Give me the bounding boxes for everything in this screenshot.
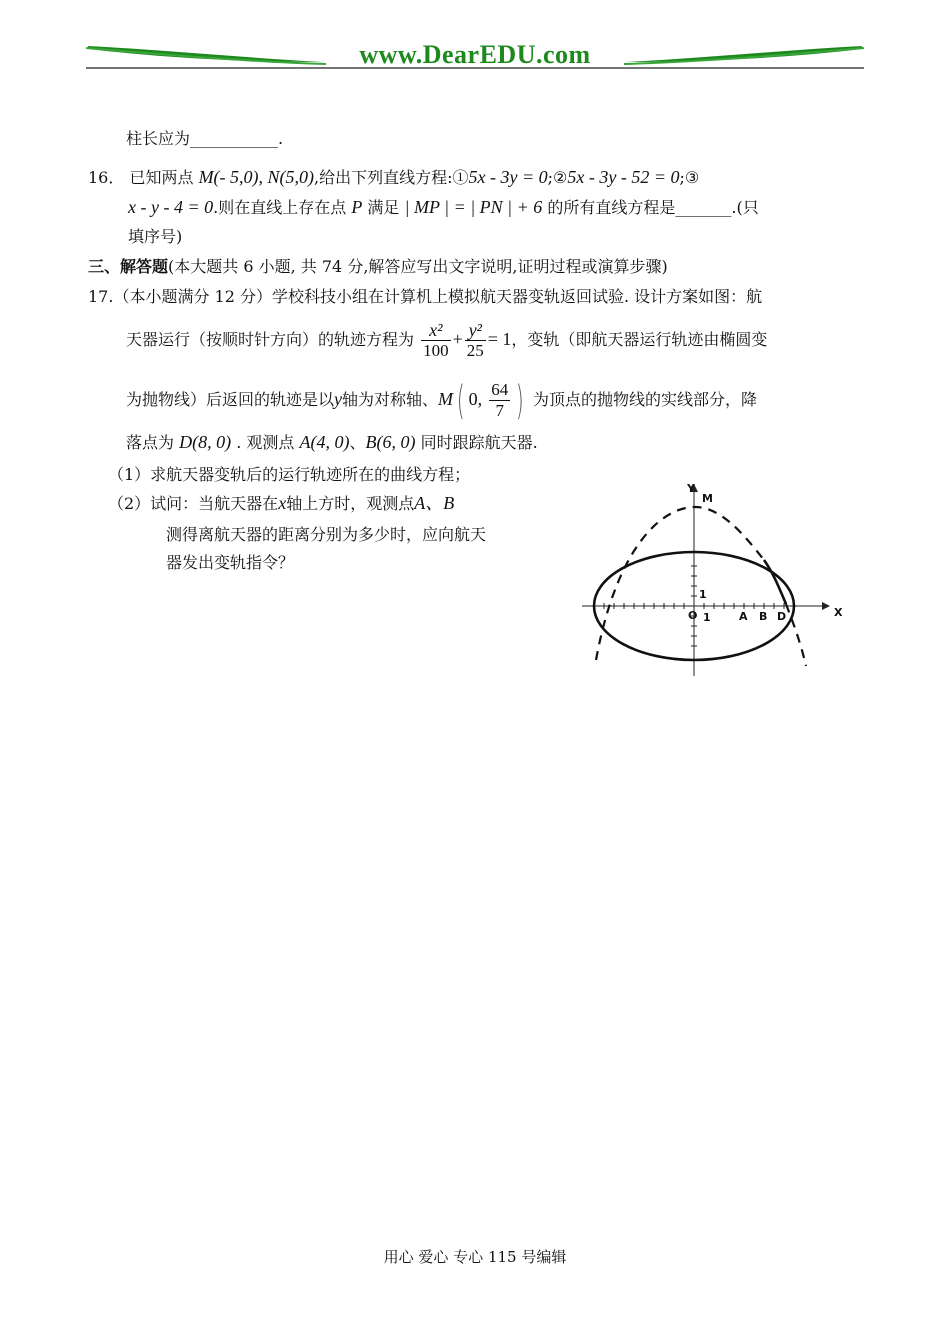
y-unit-label: 1	[699, 588, 707, 601]
q17-text: 同时跟踪航天器.	[420, 433, 538, 452]
page-header	[86, 38, 864, 74]
eq-3: x - y - 4 = 0	[128, 197, 214, 217]
eq-2: 5x - 3y - 52 = 0	[567, 167, 680, 187]
q16-text: ,给出下列直线方程:①	[314, 168, 469, 187]
point-a: A(4, 0)	[299, 432, 350, 452]
separator: 、	[349, 433, 366, 452]
frac-numerator: 64	[491, 380, 509, 399]
label-a: A	[739, 610, 748, 623]
x-axis-label: X	[834, 606, 843, 619]
var-y: y	[334, 389, 343, 409]
q17-line-2	[126, 318, 767, 361]
q16-text: 已知两点	[129, 168, 194, 187]
label-m: M	[702, 492, 713, 505]
q17-text: . 观测点	[236, 433, 295, 452]
right-paren: )	[516, 377, 524, 424]
orbit-figure	[578, 480, 846, 678]
q17-text: 天器运行（按顺时针方向）的轨迹方程为	[126, 330, 415, 349]
label-b: B	[759, 610, 768, 623]
eq-1: 5x - 3y = 0	[468, 167, 548, 187]
condition-eq: | MP | = | PN | + 6	[404, 197, 543, 217]
q16-text: 满足	[367, 198, 400, 217]
plus-sign: +	[452, 329, 463, 349]
page-footer: 用心 爱心 专心 115 号编辑	[383, 1248, 567, 1266]
q17-text: 落点为	[126, 433, 175, 452]
q17-part-2-line-2: 测得离航天器的距离分别为多少时，应向航天	[166, 525, 487, 544]
coord-zero: 0,	[468, 389, 483, 409]
point-m: M	[438, 389, 454, 409]
q17-text: （2）试问：当航天器在	[108, 494, 279, 513]
q16-line-1: 16． 已知两点 M(- 5,0), N(5,0),给出下列直线方程:①5x - 3y = 0;②5x - 3y - 52 = 0;③	[88, 167, 700, 187]
q16-line-2	[128, 196, 759, 219]
fraction-y2-25	[465, 320, 486, 361]
point-b: B(6, 0)	[365, 432, 416, 452]
frac-denominator: 7	[495, 401, 504, 420]
equals-one: = 1	[487, 329, 512, 349]
point-p: P	[351, 197, 363, 217]
x-unit-label: 1	[703, 611, 711, 624]
section-3-note: (本大题共 6 小题, 共 74 分,解答应写出文字说明,证明过程或演算步骤)	[168, 257, 668, 276]
origin-label: O	[688, 609, 698, 622]
label-d: D	[777, 610, 787, 623]
var-x: x	[278, 493, 287, 513]
y-axis-label: Y	[687, 482, 695, 495]
q16-text: ;②	[547, 168, 568, 187]
section-3-heading	[88, 256, 668, 278]
point-d: D(8, 0)	[179, 432, 232, 452]
frac-denominator: 25	[466, 341, 484, 360]
frac-numerator: x²	[421, 320, 451, 341]
q17-text: 轴为对称轴、	[342, 390, 439, 409]
q16-text: .则在直线上存在点	[213, 198, 347, 217]
q16-points: M(- 5,0), N(5,0)	[198, 167, 315, 187]
section-3-title: 三、解答题	[88, 257, 169, 276]
q17-line-1: 17.（本小题满分 12 分）学校科技小组在计算机上模拟航天器变轨返回试验. 设计方案如图：航	[88, 287, 763, 306]
q17-line-3	[126, 376, 757, 423]
q17-text: 为抛物线）后返回的轨迹是以	[126, 390, 335, 409]
fraction-64-7	[489, 380, 510, 421]
left-paren: (	[456, 377, 465, 424]
orbit-diagram	[578, 480, 846, 678]
site-name: www.DearEDU.com	[359, 40, 591, 69]
q17-part-1: （1）求航天器变轨后的运行轨迹所在的曲线方程；	[108, 465, 471, 484]
frac-numerator: y²	[465, 320, 486, 341]
q16-text: ;③	[679, 168, 700, 187]
q17-text: 为顶点的抛物线的实线部分，降	[532, 390, 757, 409]
q17-text: 轴上方时，观测点	[286, 494, 415, 513]
q16-number: 16	[88, 168, 109, 187]
q17-line-4	[126, 430, 538, 455]
q16-line-3: 填序号)	[128, 227, 183, 246]
fraction-x2-100	[421, 320, 451, 361]
q17-part-2-line-3: 器发出变轨指令？	[166, 553, 295, 572]
frac-denominator: 100	[423, 341, 449, 360]
q16-answer-blank: 的所有直线方程是_______.(只	[547, 198, 759, 217]
q17-part-2-line-1	[108, 492, 454, 515]
points-ab: A、B	[414, 493, 455, 513]
q15-tail: 柱长应为___________.	[126, 129, 284, 148]
q17-text: ，变轨（即航天器运行轨迹由椭圆变	[511, 330, 768, 349]
